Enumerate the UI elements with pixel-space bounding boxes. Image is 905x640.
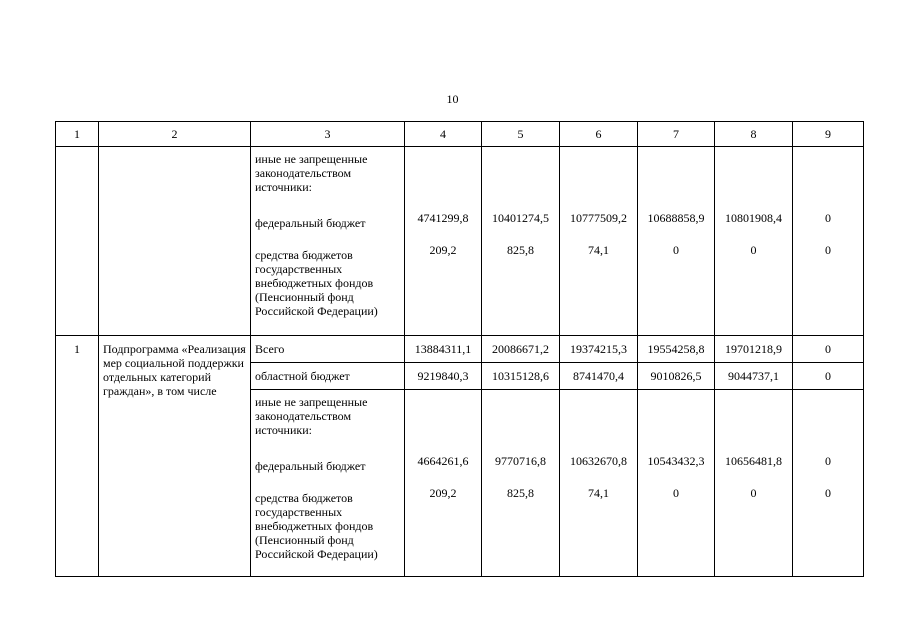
column-header: 5 [482, 122, 560, 147]
empty-cell [56, 147, 99, 336]
pension-value: 0 [825, 243, 831, 257]
total-value: 19374215,3 [560, 336, 638, 363]
regional-value: 9044737,1 [715, 363, 793, 390]
value-cell [560, 147, 638, 336]
other-sources-label: иные не запрещенные законодательством источники: [255, 152, 368, 194]
pension-fund-label: средства бюджетов государственных внебюджетных фондов (Пенсионный фонд Российской Федерации) [255, 248, 378, 318]
pension-value: 0 [750, 243, 757, 257]
column-header: 1 [56, 122, 99, 147]
source-cell [251, 147, 405, 336]
pension-value: 0 [825, 486, 831, 500]
regional-value: 9010826,5 [638, 363, 715, 390]
pension-value: 209,2 [429, 486, 457, 500]
page-number: 10 [446, 92, 459, 106]
pension-value: 209,2 [429, 243, 457, 257]
total-value: 0 [793, 336, 864, 363]
budget-table [55, 121, 864, 577]
value-cell [482, 147, 560, 336]
table-row [56, 336, 864, 363]
total-value: 19701218,9 [715, 336, 793, 363]
regional-value: 0 [793, 363, 864, 390]
federal-value: 10777509,2 [570, 211, 627, 225]
federal-value: 4664261,6 [417, 454, 469, 468]
pension-value: 825,8 [507, 486, 534, 500]
value-cell [482, 390, 560, 577]
regional-value: 8741470,4 [560, 363, 638, 390]
value-cell [715, 390, 793, 577]
total-value: 19554258,8 [638, 336, 715, 363]
subprogram-name: Подпрограмма «Реализация мер социальной поддержки отдельных категорий граждан», в том числе [99, 336, 251, 577]
column-header: 7 [638, 122, 715, 147]
federal-value: 9770716,8 [495, 454, 546, 468]
value-cell [405, 390, 482, 577]
value-cell [638, 147, 715, 336]
federal-value: 10801908,4 [725, 211, 782, 225]
total-value: 20086671,2 [482, 336, 560, 363]
federal-value: 10632670,8 [570, 454, 627, 468]
pension-value: 0 [673, 486, 679, 500]
pension-fund-label: средства бюджетов государственных внебюджетных фондов (Пенсионный фонд Российской Федерации) [255, 491, 378, 561]
column-header: 3 [251, 122, 405, 147]
pension-value: 0 [750, 486, 757, 500]
value-cell [715, 147, 793, 336]
total-label: Всего [251, 336, 405, 363]
column-header: 4 [405, 122, 482, 147]
value-cell [793, 390, 864, 577]
federal-value: 0 [825, 211, 831, 225]
table-row [56, 147, 864, 336]
pension-value: 74,1 [588, 243, 609, 257]
value-cell [405, 147, 482, 336]
pension-value: 0 [673, 243, 679, 257]
regional-budget-label: областной бюджет [251, 363, 405, 390]
column-header: 8 [715, 122, 793, 147]
row-number: 1 [56, 336, 99, 577]
federal-budget-label: федеральный бюджет [255, 459, 366, 473]
source-cell [251, 390, 405, 577]
regional-value: 9219840,3 [405, 363, 482, 390]
pension-value: 825,8 [507, 243, 534, 257]
federal-value: 10688858,9 [647, 211, 705, 225]
federal-budget-label: федеральный бюджет [255, 216, 366, 230]
federal-value: 10656481,8 [725, 454, 782, 468]
federal-value: 4741299,8 [417, 211, 469, 225]
value-cell [638, 390, 715, 577]
column-header: 9 [793, 122, 864, 147]
total-value: 13884311,1 [405, 336, 482, 363]
federal-value: 0 [825, 454, 831, 468]
regional-value: 10315128,6 [482, 363, 560, 390]
pension-value: 74,1 [588, 486, 609, 500]
column-header: 2 [99, 122, 251, 147]
other-sources-label: иные не запрещенные законодательством источники: [255, 395, 368, 437]
federal-value: 10401274,5 [492, 211, 549, 225]
value-cell [793, 147, 864, 336]
value-cell [560, 390, 638, 577]
header-row [56, 122, 864, 147]
empty-cell [99, 147, 251, 336]
federal-value: 10543432,3 [647, 454, 705, 468]
column-header: 6 [560, 122, 638, 147]
